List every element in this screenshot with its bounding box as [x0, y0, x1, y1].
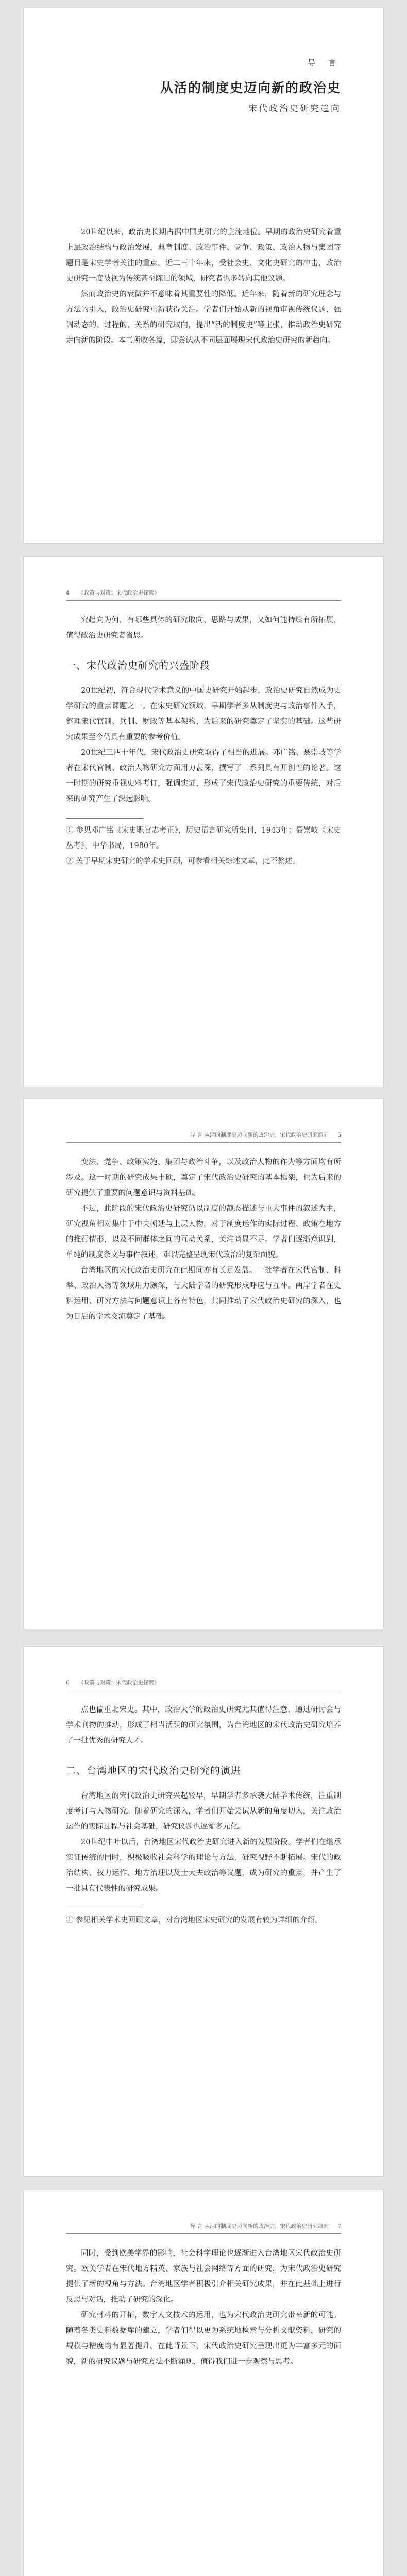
section-heading: 一、宋代政治史研究的兴盛阶段	[66, 660, 211, 671]
running-head-text: 导 言 从活的制度史迈向新的政治史：宋代政治史研究趋向	[190, 2223, 329, 2229]
page-3	[23, 1098, 384, 1629]
page-2	[23, 556, 384, 1087]
article-title: 从活的制度史迈向新的政治史	[160, 80, 341, 95]
paragraph: 20世纪以来，政治史长期占据中国史研究的主流地位。早期的政治史研究着重上层政治结构与政治发展，典章制度、政治事件、党争、政策、政治人物与集团等题目是宋史学者关注的重点。近二三十年来，受社会史、文化史研究的冲击，政治史研究一度被视为传统甚至陈旧的领域，研究者也多转向其他议题。	[66, 228, 341, 283]
article-subtitle: 宋代政治史研究趋向	[248, 104, 341, 114]
paragraph: 不过，此阶段的宋代政治史研究仍以制度的静态描述与重大事件的叙述为主，研究视角相对集中于中央朝廷与上层人物，对于制度运作的实际过程、政策在地方的推行情形，以及不同群体之间的互动关系，关注尚显不足。学者们逐渐意识到，单纯的制度条文与事件叙述，难以完整呈现宋代政治的复杂面貌。	[66, 1205, 341, 1259]
paragraph: 20世纪三四十年代，宋代政治史研究取得了相当的进展。邓广铭、聂崇岐等学者在宋代官制、政治人物研究方面用力甚深，撰写了一系列具有开创性的论著。这一时期的研究重视史料考订，强调实证，形成了宋代政治史研究的重要传统，对后来的研究产生了深远影响。	[66, 749, 341, 803]
page-3-body	[66, 1155, 341, 1325]
paragraph: 变法、党争、政策实施、集团与政治斗争，以及政治人物的作为等方面均有所涉及。这一时期的研究成果丰硕，奠定了宋代政治史研究的基本框架，也为后来的研究提供了重要的问题意识与资料基础。	[66, 1158, 341, 1197]
running-head	[66, 589, 160, 597]
section-heading: 二、台湾地区的宋代政治史研究的演进	[66, 1765, 242, 1776]
page-4	[23, 1646, 384, 2177]
page-number: 4	[66, 590, 70, 596]
header-rule	[66, 1142, 341, 1143]
footnote-rule	[66, 818, 143, 819]
author-label: 导 言	[308, 58, 341, 67]
running-head-text: 《政策与对策：宋代政治史探索》	[78, 590, 160, 596]
paragraph: 究趋向为何，有哪些具体的研究取向、思路与成果，又如何能持续有所拓展，值得政治史研究者省思。	[66, 616, 341, 640]
paragraph: 点也偏重北宋史。其中，政治大学的政治史研究尤其值得注意，通过研讨会与学术刊物的推动，形成了相当活跃的研究氛围，为台湾地区的宋代政治史研究培养了一批优秀的研究人才。	[66, 1706, 341, 1745]
page-number: 7	[337, 2223, 341, 2229]
paragraph: 研究材料的开拓，数字人文技术的运用，也为宋代政治史研究带来新的可能。随着各类史料数据库的建立，学者们得以更为系统地检索与分析文献资料，研究的规模与精度均有显著提升。在此背景下，宋代政治史研究呈现出更为丰富多元的面貌，新的研究议题与研究方法不断涌现，值得我们进一步观察与思考。	[66, 2311, 341, 2366]
running-head-text: 《政策与对策：宋代政治史探索》	[78, 1680, 160, 1686]
paragraph: 然而政治史的衰微并不意味着其重要性的降低。近年来，随着新的研究理念与方法的引入，政治史研究重新获得关注。学者们开始从新的视角审视传统议题，强调动态的、过程的、关系的研究取向，提出“活的制度史”等主张，推动政治史研究走向新的阶段。本书所收各篇，即尝试从不同层面展现宋代政治史研究的新趋向。	[66, 290, 341, 345]
paragraph: 台湾地区的宋代政治史研究兴起较早，早期学者多承袭大陆学术传统，注重制度考订与人物研究。随着研究的深入，学者们开始尝试从新的角度切入，关注政治运作的实际过程与社会基础，研究议题也逐渐多元化。	[66, 1792, 341, 1831]
running-head	[66, 1679, 160, 1686]
page-5	[23, 2190, 384, 2576]
paragraph: 同时，受到欧美学界的影响，社会科学理论也逐渐进入台湾地区宋代政治史研究。欧美学者在宋代地方精英、家族与社会网络等方面的研究，为宋代政治史研究提供了新的视角与方法。台湾地区学者积极引介相关研究成果，并在此基础上进行反思与对话，推动了研究的深化。	[66, 2249, 341, 2304]
page-number: 5	[337, 1132, 341, 1138]
page-4-body	[66, 1702, 341, 1928]
paragraph: 20世纪初，符合现代学术意义的中国史研究开始起步，政治史研究自然成为史学研究的重点课题之一。在宋史研究领域，早期学者多从制度史与政治事件入手，整理宋代官制、兵制、财政等基本架构，为后来的研究奠定了坚实的基础。这些研究成果至今仍具有重要的参考价值。	[66, 687, 341, 741]
paragraph: 台湾地区的宋代政治史研究在此期间亦有长足发展。一批学者在宋代官制、科举、政治人物等领域用力颇深，与大陆学者的研究形成呼应与互补。两岸学者在史料运用、研究方法与问题意识上各有特色，共同推动了宋代政治史研究的深入，也为日后的学术交流奠定了基础。	[66, 1266, 341, 1321]
page-1-body	[66, 225, 341, 348]
running-head-text: 导 言 从活的制度史迈向新的政治史：宋代政治史研究趋向	[190, 1132, 329, 1138]
page-2-body	[66, 613, 341, 869]
header-rule	[66, 600, 341, 601]
header-rule	[66, 2233, 341, 2234]
page-1	[23, 8, 384, 544]
page-number: 6	[66, 1680, 70, 1686]
running-head	[190, 2222, 341, 2230]
footnote: ② 关于早期宋史研究的学术史回顾，可参看相关综述文章，此不赘述。	[66, 857, 300, 866]
running-head	[190, 1131, 341, 1139]
paragraph: 20世纪中叶以后，台湾地区宋代政治史研究进入新的发展阶段。学者们在继承实证传统的同时，积极吸收社会科学的理论与方法，研究视野不断拓展。宋代的政治结构、权力运作、地方治理以及士大夫政治等议题，成为研究的重点，并产生了一批具有代表性的研究成果。	[66, 1838, 341, 1893]
page-5-body	[66, 2246, 341, 2369]
footnote: ① 参见邓广铭《宋史职官志考正》，历史语言研究所集刊，1943年；聂崇岐《宋史丛考》，中华书局，1980年。	[66, 826, 341, 850]
footnote: ① 参见相关学术史回顾文章，对台湾地区宋史研究的发展有较为详细的介绍。	[66, 1916, 323, 1924]
